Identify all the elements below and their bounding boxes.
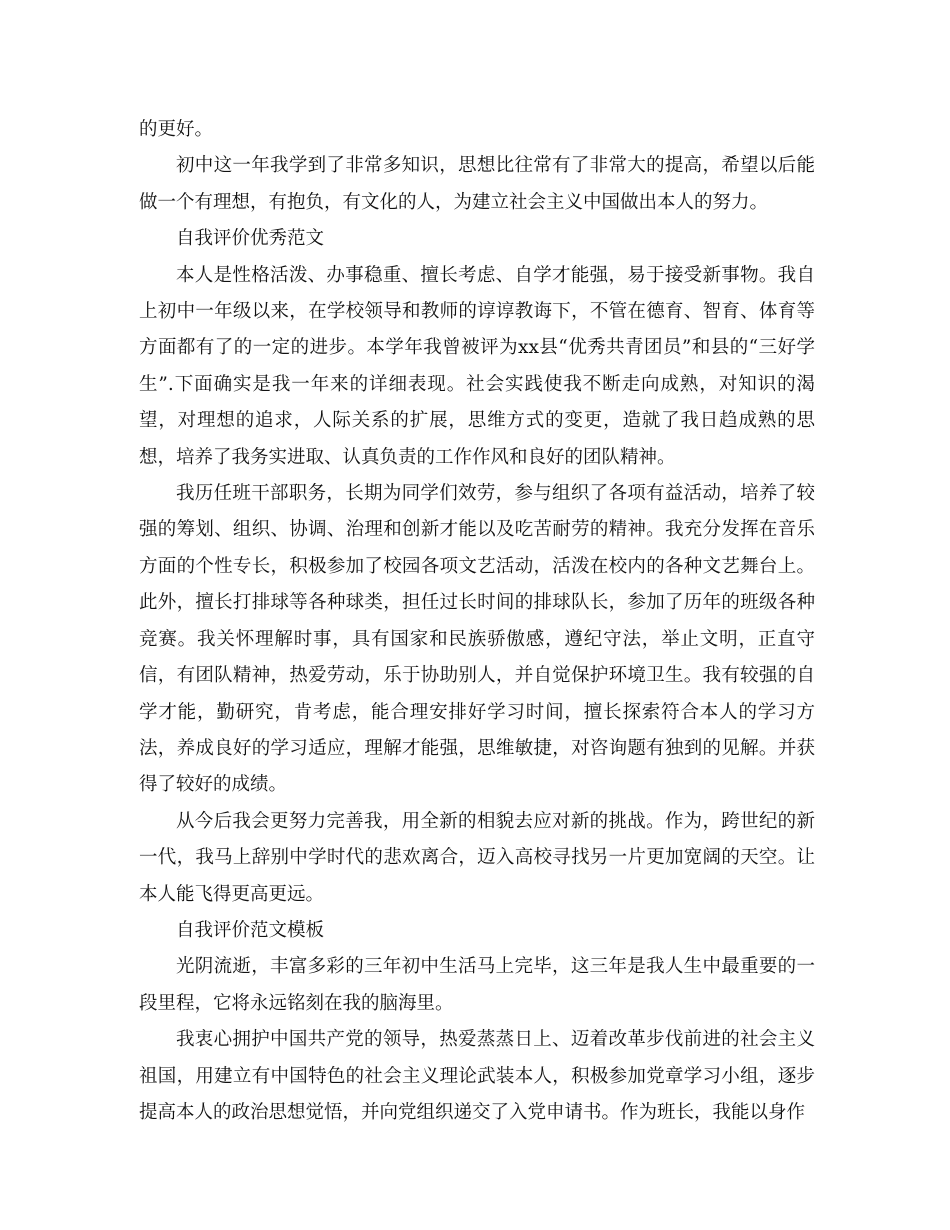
paragraph: 我衷心拥护中国共产党的领导，热爱蒸蒸日上、迈着改革步伐前进的社会主义祖国，用建立有中国特色的社会主义理论武装本人，积极参加党章学习小组，逐步提高本人的政治思想觉悟，并向党组织递交了入党申请书。作为班长，我能以身作 xyxy=(139,1029,815,1123)
paragraph: 我历任班干部职务，长期为同学们效劳，参与组织了各项有益活动，培养了较强的筹划、组织、协调、治理和创新才能以及吃苦耐劳的精神。我充分发挥在音乐方面的个性专长，积极参加了校园各项文艺活动，活泼在校内的各种文艺舞台上。此外，擅长打排球等各种球类，担任过长时间的排球队长，参加了历年的班级各种竞赛。我关怀理解时事，具有国家和民族骄傲感，遵纪守法，举止文明，正直守信，有团队精神，热爱劳动，乐于协助别人，并自觉保护环境卫生。我有较强的自学才能，勤研究，肯考虑，能合理安排好学习时间，擅长探索符合本人的学习方法，养成良好的学习适应，理解才能强，思维敏捷，对咨询题有独到的见解。并获得了较好的成绩。 xyxy=(139,483,815,796)
paragraph: 从今后我会更努力完善我，用全新的相貌去应对新的挑战。作为，跨世纪的新一代，我马上辞别中学时代的悲欢离合，迈入高校寻找另一片更加宽阔的天空。让本人能飞得更高更远。 xyxy=(139,810,815,905)
section-heading: 自我评价优秀范文 xyxy=(176,228,325,250)
document-body xyxy=(139,112,815,1131)
paragraph: 初中这一年我学到了非常多知识，思想比往常有了非常大的提高，希望以后能做一个有理想，有抱负，有文化的人，为建立社会主义中国做出本人的努力。 xyxy=(139,155,815,213)
paragraph: 本人是性格活泼、办事稳重、擅长考虑、自学才能强，易于接受新事物。我自上初中一年级以来，在学校领导和教师的谆谆教诲下，不管在德育、智育、体育等方面都有了的一定的进步。本学年我曾被评为xx县“优秀共青团员”和县的“三好学生”.下面确实是我一年来的详细表现。社会实践使我不断走向成熟，对知识的渴望，对理想的追求，人际关系的扩展，思维方式的变更，造就了我日趋成熟的思想，培养了我务实进取、认真负责的工作作风和良好的团队精神。 xyxy=(139,264,815,468)
paragraph: 光阴流逝，丰富多彩的三年初中生活马上完毕，这三年是我人生中最重要的一段里程，它将永远铭刻在我的脑海里。 xyxy=(139,956,815,1014)
paragraph-continuation: 的更好。 xyxy=(139,119,214,140)
section-heading: 自我评价范文模板 xyxy=(176,919,325,941)
